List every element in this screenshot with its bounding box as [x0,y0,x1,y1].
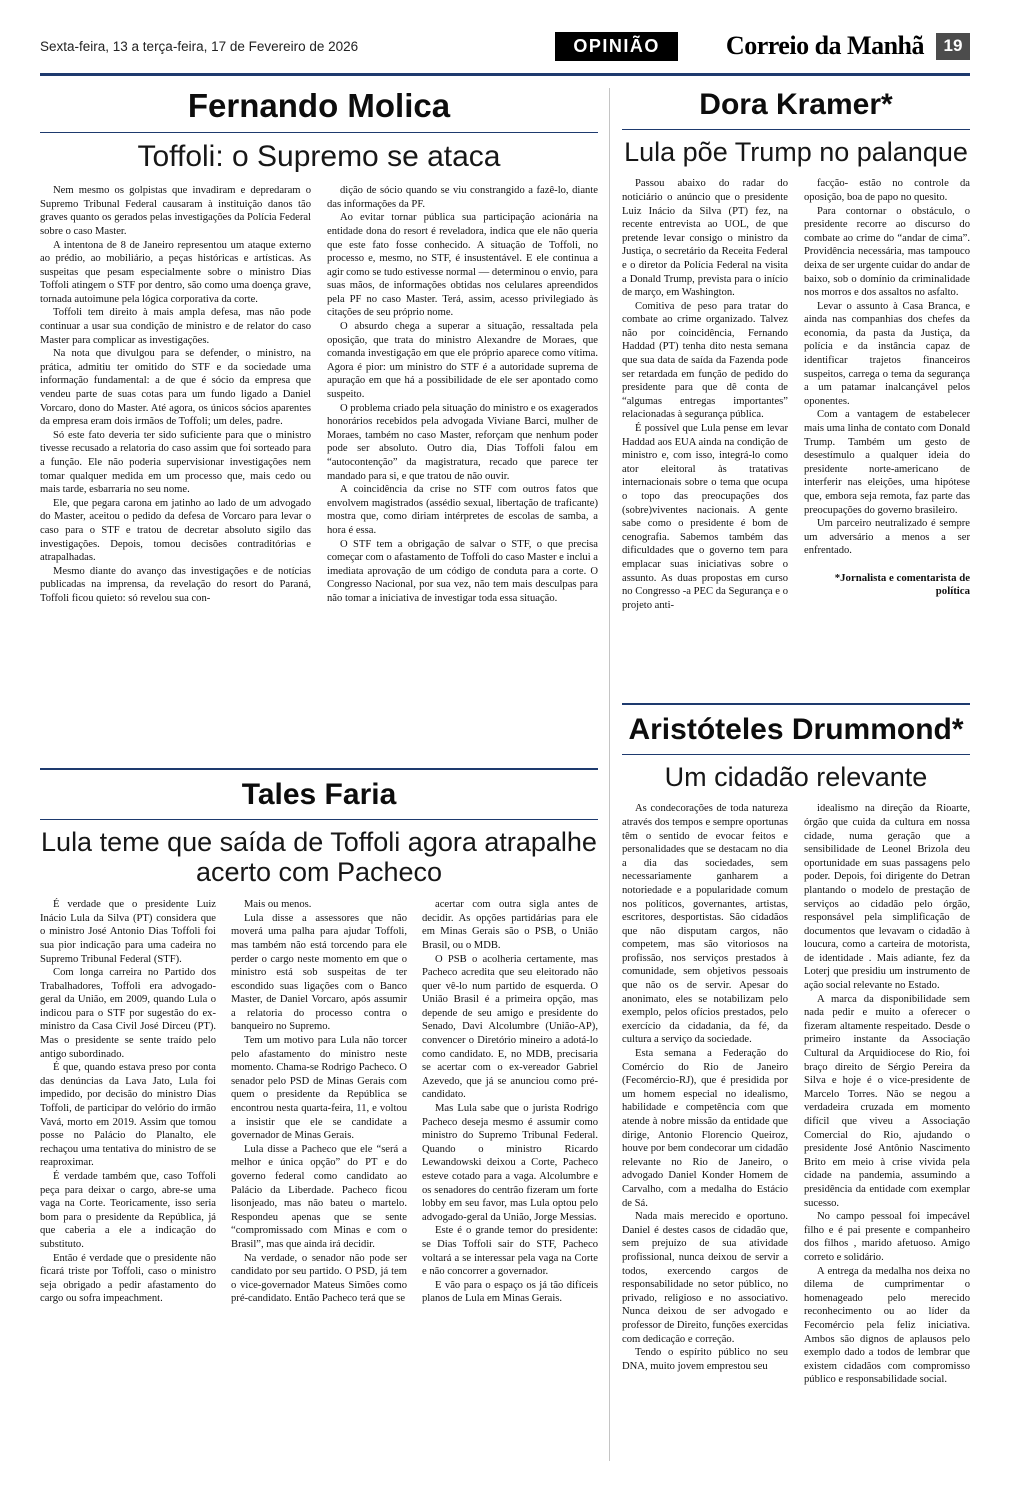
paragraph: Passou abaixo do radar do noticiário o anúncio que o presidente Luiz Inácio da Silva (PT) fez, na recente entrevista ao UOL, de que pretende levar consigo o ministro da Justiça, o secretário da Receita Federal e o diretor da Polícia Federal na visita a Donald Trump, prevista para o início de março, em Washington. [622,178,788,299]
paragraph: Para contornar o obstáculo, o presidente recorre ao discurso do combate ao crime do “andar de cima”. Providência necessária, mas tampouco deixa de ser urgente cuidar do andar de baixo, sob o domínio da criminalidade nos morros e dos assaltos no asfalto. [804,205,970,299]
paragraph: Ele, que pegara carona em jatinho ao lado de um advogado do Master, aceitou o pedido da defesa de Vorcaro para levar o caso para o STF e tratou de decretar absoluto sigilo das investigações. Depois, tomou decisões contraditórias e atrapalhadas. [40,497,311,564]
article-column [231,898,407,1306]
article-title: Lula teme que saída de Toffoli agora atrapalhe acerto com Pacheco [41,826,597,888]
article-title: Toffoli: o Supremo se ataca [137,139,501,173]
paragraph: E vão para o espaço os já tão difíceis planos de Lula em Minas Gerais. [422,1279,598,1305]
paragraph: Mesmo diante do avanço das investigações e de notícias publicadas na imprensa, da revelação do resort do Paraná, Toffoli ficou quieto: só revelou sua con- [40,565,311,604]
content-grid [40,88,970,1461]
paragraph: É que, quando estava preso por conta das denúncias da Lava Jato, Lula foi impedido, por decisão do ministro Dias Toffoli, de participar do velório do irmão Vavá, morto em 2019. Assim que tomou posse no Palácio do Planalto, ele rechaçou uma tentativa do ministro de se reaproximar. [40,1062,216,1169]
column-divider [609,88,610,1461]
left-column [40,88,598,1461]
author-rule [622,129,970,130]
article-column [804,177,970,612]
article-column [327,184,598,605]
paragraph: A coincidência da crise no STF com outros fatos que envolvem magistrados (assédio sexual, libertação de traficante) mostra que, como diriam intérpretes de escolas de samba, a hora é essa. [327,484,598,536]
article-body [622,802,970,1387]
article-author: Fernando Molica [187,88,451,124]
article-author: Dora Kramer* [699,88,893,121]
paragraph: Com longa carreira no Partido dos Trabalhadores, Toffoli era advogado-geral da União, em 2009, quando Lula o indicou para o STF por sugestão do ex-ministro da Casa Civil José Dirceu (PT). Mas o presidente se sente traído pelo antigo subordinado. [40,967,216,1060]
article-body [40,184,598,605]
author-rule [622,754,970,755]
article-dora-kramer [622,88,970,703]
paragraph: É verdade também que, caso Toffoli peça para deixar o cargo, abre-se uma vaga na Corte. Teoricamente, isso seria bom para o presidente da República, já que caberia a ele a indicação do substituto. [40,1171,216,1250]
author-rule [40,819,598,820]
paragraph: Mais ou menos. [244,899,312,911]
article-aristoteles-drummond [622,703,970,1461]
paragraph: idealismo na direção da Rioarte, órgão que cuida da cultura em nossa cidade, numa geração que a sensibilidade de Leonel Brizola deu oportunidade em suas passagens pelo poder. Depois, foi dirigente do Detran plantando o modelo de prestação de serviços ao cidadão pelo órgão, responsável pela simplificação de documentos que levavam o cidadão à loucura, como a carteira de motorista, de identidade . Mais adiante, fez da Loterj que presidiu um instrumento de ação social relevante no Estado. [804,803,970,992]
paragraph: É verdade que o presidente Luiz Inácio Lula da Silva (PT) considera que o ministro José Antonio Dias Toffoli foi sua pior indicação para uma cadeira no Supremo Tribunal Federal (STF). [40,899,216,965]
paragraph: Só este fato deveria ter sido suficiente para que o ministro tivesse recusado a relatoria do caso assim que foi sorteado para a função. Ele não poderia supervisionar investigações nem tomar qualquer medida em um processo que, mais cedo ou mais tarde, esbarraria no seu nome. [40,429,311,496]
section-badge: OPINIÃO [555,32,678,61]
paragraph: Com a vantagem de estabelecer mais uma linha de contato com Donald Trump. Também um gesto de desestímulo a qualquer ideia do presidente norte-americano de interferir nas eleições, uma hipótese que, embora seja remota, faz parte das preocupações do governo brasileiro. [804,409,970,516]
paragraph: O PSB o acolheria certamente, mas Pacheco acredita que seu eleitorado não quer vê-lo num partido de esquerda. O União Brasil é a primeira opção, mas depende de seu amigo e presidente do Senado, Davi Alcolumbre (União-AP), convencer o Diretório mineiro a adotá-lo como candidato. E, no MDB, precisaria se acertar com o ex-vereador Gabriel Azevedo, que já se anunciou como pré-candidato. [422,953,598,1101]
paragraph: Nem mesmo os golpistas que invadiram e depredaram o Supremo Tribunal Federal causaram à instituição danos tão graves quanto os gerados pelas investigações da Polícia Federal sobre o caso Master. [40,185,311,237]
paragraph: Mas Lula sabe que o jurista Rodrigo Pacheco deseja mesmo é assumir como ministro do Supremo Tribunal Federal. Quando o ministro Ricardo Lewandowski deixou a Corte, Pacheco esteve cotado para a vaga. Alcolumbre e os senadores do centrão fizeram um forte lobby em seu favor, mas Lula optou pelo advogado-geral da União, Jorge Messias. [422,1103,598,1223]
article-title: Lula põe Trump no palanque [624,136,968,167]
paragraph: Ao evitar tornar pública sua participação acionária na entidade dona do resort é reveladora, indica que ele não queria que este fato fosse conhecido. A situação de Toffoli, no processo e, mesmo, no STF, é insustentável. E ele continua a agir como se tudo estivesse normal — determinou o envio, para suas mãos, de informações obtidas nos celulares apreendidos pela PF no caso Master. Terá, assim, acesso privilegiado às citações de seu próprio nome. [327,212,598,319]
paragraph: O absurdo chega a superar a situação, ressaltada pela oposição, que trata do ministro Alexandre de Moraes, que comanda investigação em que ele próprio aparece como vítima. Agora é pior: um ministro do STF é a autoridade suprema de apuração em que há a possibilidade de ele ser apontado como suspeito. [327,321,598,401]
paragraph: A marca da disponibilidade sem nada pedir e muito a oferecer o fizeram altamente respeitado. Desde o primeiro instante da Associação Cultural da Arquidiocese do Rio, foi braço direito de Sérgio Pereira da Silva e hoje é o vice-presidente de Marcelo Torres. Não se negou a verdadeira cruzada em momento difícil que viveu a Associação Comercial do Rio, ajudando o presidente José Antônio Nascimento Brito em meio à crise vivida pela cidade na pandemia, assumindo a presidência da entidade com exemplar sucesso. [804,993,970,1209]
right-column [622,88,970,1461]
article-fernando-molica [40,88,598,768]
paragraph: Lula disse a Pacheco que ele “será a melhor e única opção” do PT e do governo federal como candidato ao Palácio da Liberdade. Pacheco ficou lisonjeado, mas não bateu o martelo. Respondeu apenas que se sente “compromissado com Minas e com o Brasil”, mas que ainda irá decidir. [231,1143,407,1250]
article-column [40,898,216,1306]
paragraph: Levar o assunto à Casa Branca, e ainda nas companhias dos chefes da economia, da pasta da Justiça, da polícia e da instância capaz de identificar trajetos financeiros suspeitos, carrega o tema da segurança a um patamar inalcançável pelos oponentes. [804,300,970,407]
paragraph: Esta semana a Federação do Comércio do Rio de Janeiro (Fecomércio-RJ), que é presidida por um homem especial no idealismo, habilidade e competência com que atende à nobre missão da entidade que dirige, Antonio Florencio Queiroz, houve por bem condecorar um cidadão relevante no Rio de Janeiro, o advogado Daniel Konder Homem de Carvalho, com a medalha do Estácio de Sá. [622,1048,788,1209]
paragraph: É possível que Lula pense em levar Haddad aos EUA ainda na condição de ministro e, com isso, integrá-lo como ator eleitoral às tratativas internacionais sobre o tema que ocupa o topo das preocupações dos (sobre)viventes nacionais. A gente sabe como o presidente é bom de cenografia. Sabemos também das dificuldades que o governo tem para emplacar suas iniciativas sobre o assunto. As duas propostas em curso no Congresso -a PEC da Segurança e o projeto anti- [622,423,788,611]
paragraph: dição de sócio quando se viu constrangido a fazê-lo, diante das informações da PF. [327,185,598,210]
paragraph: Nada mais merecido e oportuno. Daniel é destes casos de cidadão que, sem prejuízo de sua atividade profissional, nunca deixou de servir a todos, exercendo cargos de responsabilidade no setor público, no privado, religioso e no associativo. Nunca deixou de ser advogado e professor de Direito, funções exercidas com dedicação e correção. [622,1211,788,1345]
page-number-badge: 19 [936,33,970,60]
article-body [40,898,598,1306]
article-author: Tales Faria [241,778,397,811]
article-tales-faria [40,768,598,1461]
paragraph: Um parceiro neutralizado é sempre um adversário a menos a ser enfrentado. [804,518,970,557]
paragraph: A intentona de 8 de Janeiro representou um ataque externo ao prédio, ao mobiliário, a peças históricas e artísticas. As suspeitas que pesam especialmente sobre o ministro Dias Toffoli atingem o STF por dentro, são como uma doença grave, tornada autoimune pela lógica corporativa da corte. [40,239,311,305]
paragraph: Comitiva de peso para tratar do combate ao crime organizado. Talvez não por coincidência, Fernando Haddad (PT) tenha dito nesta semana que sua data de saída da Fazenda pode ser retardada em função de pedido do presidente para que dê conta de “algumas entregas importantes” relacionadas à segurança pública. [622,300,788,421]
paragraph: As condecorações de toda natureza através dos tempos e sempre oportunas têm o sentido de evocar feitos e personalidades que se destacam no dia a dia das sociedades, sem necessariamente ganharem a notoriedade e a popularidade comum nos políticos, governantes, artistas, escritores, desportistas. São cidadãos que não disputam cargos, não competem, mas são vitoriosos na profissão, nos serviços prestados à comunidade, sem objetivos pessoais que não os de servir. Apesar do anonimato, eles se notabilizam pelo exemplo, pelos ofícios prestados, pelo exercício da cidadania, da fé, da cultura a serviço da sociedade. [622,803,788,1046]
paragraph: Na nota que divulgou para se defender, o ministro, na prática, admitiu ter omitido do STF e da sociedade uma informação fundamental: a de que é sócio da empresa que vendeu parte de suas cotas para um fundo ligado a Daniel Vorcaro, dono do Master. Até agora, os únicos sócios aparentes da empresa eram dois irmãos de Toffoli; um deles, padre. [40,348,311,428]
paragraph: facção- estão no controle da oposição, boa de papo no quesito. [804,178,970,203]
article-column [804,802,970,1387]
paragraph: Este é o grande temor do presidente: se Dias Toffoli sair do STF, Pacheco voltará a se interessar pela vaga na Corte e não concorrer a governador. [422,1225,598,1278]
article-author: Aristóteles Drummond* [628,713,964,746]
article-column-text [804,177,970,558]
paragraph: Lula disse a assessores que não moverá uma palha para ajudar Toffoli, mas também não está torcendo para ele perder o cargo neste momento em que o ministro está sob suspeitas de ter escondido suas ligações com o Banco Master, de Daniel Vorcaro, após assumir a relatoria do processo contra o banqueiro no Supremo. [231,912,407,1033]
paragraph: acertar com outra sigla antes de decidir. As opções partidárias para ele em Minas Gerais são o PSB, o União Brasil, ou o MDB. [422,899,598,951]
paragraph: A entrega da medalha nos deixa no dilema de cumprimentar o homenageado pelo merecido reconhecimento ou ao líder da Fecomércio pela feliz iniciativa. Ambos são dignos de aplausos pelo exemplo dado a todos de lembrar que existem cidadãos com compromisso público e responsabilidade social. [804,1265,970,1386]
article-column [622,177,788,612]
masthead: Correio da Manhã [725,31,924,60]
article-body [622,177,970,612]
paragraph: O problema criado pela situação do ministro e os exagerados honorários recebidos pela advogada Viviane Barci, mulher de Moraes, também no caso Master, reforçam que nenhum poder pode ser absoluto. Outro dia, Dias Toffoli falou em “autocontenção” da magistratura, recado que parece ter mandado para si, e que tratou de não ouvir. [327,402,598,482]
article-title: Um cidadão relevante [664,761,928,792]
paragraph: Toffoli tem direito à mais ampla defesa, mas não pode continuar a usar sua condição de ministro e de relator do caso Master para complicar as investigações. [40,307,311,346]
paragraph: Então é verdade que o presidente não ficará triste por Toffoli, caso o ministro seja obrigado a pedir afastamento do cargo ou sofra impeachment. [40,1252,216,1305]
article-column [422,898,598,1306]
paragraph: Na verdade, o senador não pode ser candidato por seu partido. O PSD, já tem o vice-governador Mateus Simões como pré-candidato. Então Pacheco terá que se [231,1252,407,1305]
author-signature: *Jornalista e comentarista de política [834,571,970,598]
edition-date: Sexta-feira, 13 a terça-feira, 17 de Fevereiro de 2026 [40,38,359,54]
article-column [622,802,788,1387]
author-rule [40,132,598,133]
article-column [40,184,311,605]
paragraph: No campo pessoal foi impecável filho e é pai presente e companheiro dos filhos , marido afetuoso. Amigo correto e solidário. [804,1211,970,1263]
paragraph: Tendo o espírito público no seu DNA, muito jovem emprestou seu [622,1347,788,1372]
paragraph: O STF tem a obrigação de salvar o STF, o que precisa começar com o afastamento de Toffoli do caso Master e inclui a imediata aprovação de um código de conduta para a corte. O Congresso Nacional, por sua vez, não tem mais desculpas para não tomar a iniciativa de investigar toda essa situação. [327,538,598,604]
paragraph: Tem um motivo para Lula não torcer pelo afastamento do ministro neste momento. Chama-se Rodrigo Pacheco. O senador pelo PSD de Minas Gerais com quem o presidente da República se encontrou nesta quarta-feira, 11, e voltou a insistir que ele se candidate a governador de Minas Gerais. [231,1035,407,1142]
header-rule [40,73,970,76]
page-header [40,26,970,66]
